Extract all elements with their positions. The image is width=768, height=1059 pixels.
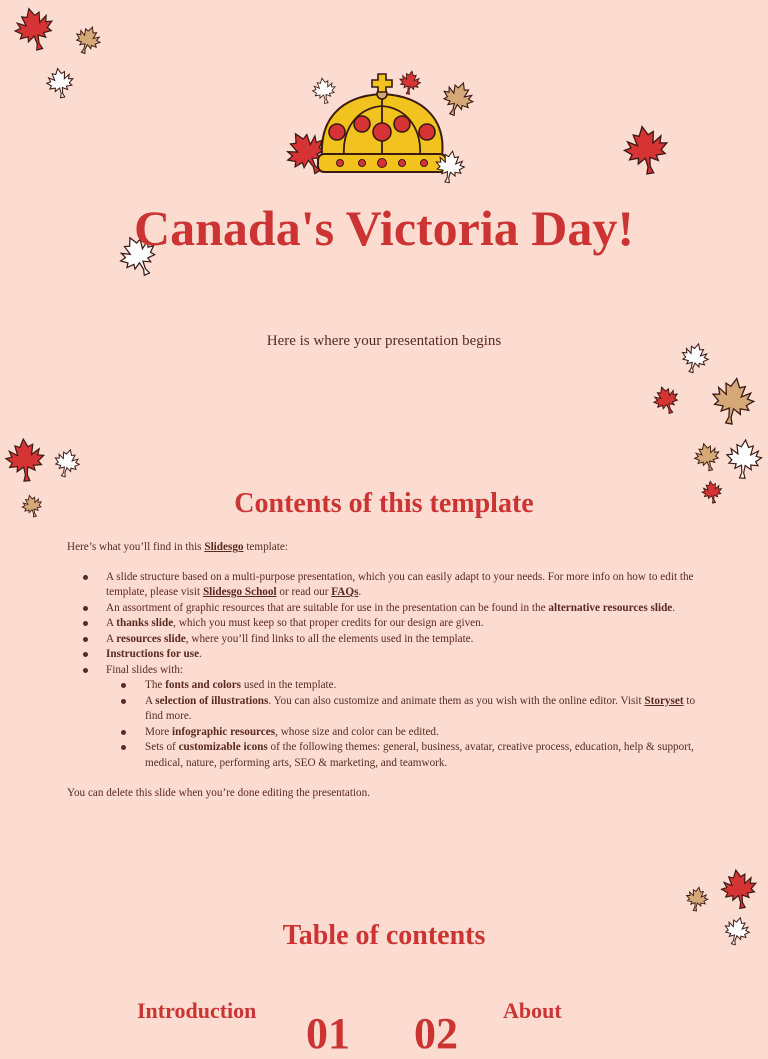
list-item: An assortment of graphic resources that are suitable for use in the presentation can be found in the alternative resources slide. bbox=[67, 601, 707, 617]
toc-item-about: About bbox=[503, 998, 562, 1023]
toc-heading: Table of contents bbox=[282, 920, 486, 951]
sub-list-item: More infographic resources, whose size and color can be edited. bbox=[106, 725, 707, 741]
slidesgo-link[interactable]: Slidesgo bbox=[204, 541, 244, 553]
sub-list-item: A selection of illustrations. You can also customize and animate them as you wish with the online editor. Visit Storyset to find more. bbox=[106, 694, 707, 725]
storyset-link[interactable]: Storyset bbox=[644, 694, 684, 707]
maple-leaf-icon bbox=[692, 442, 722, 472]
contents-body bbox=[67, 540, 707, 802]
subtitle: Here is where your presentation begins bbox=[266, 333, 502, 349]
faqs-link[interactable]: FAQs bbox=[331, 586, 359, 598]
maple-leaf-icon bbox=[708, 376, 758, 426]
crown-icon bbox=[282, 70, 482, 188]
sub-list-item: Sets of customizable icons of the following themes: general, business, avatar, creative process, education, help & support, medical, nature, performing arts, SEO & marketing, and teamwork. bbox=[106, 740, 707, 771]
list-item: Final slides with: The fonts and colors used in the template. A selection of illustrations. You can also customize and animate them as you wish with the online editor. Visit Storyset to find more. More infographic resources, whose size and color can be edited. Sets of customizable icons of the following themes: general, business, avatar, creative process, education, help & support, medical, nature, performing arts, SEO & marketing, and teamwork. bbox=[67, 663, 707, 772]
maple-leaf-icon bbox=[684, 886, 710, 912]
sub-list bbox=[106, 678, 707, 771]
toc-number: 02 bbox=[414, 1009, 458, 1058]
sub-list-item: The fonts and colors used in the template. bbox=[106, 678, 707, 694]
list-item: A thanks slide, which you must keep so that proper credits for our design are given. bbox=[67, 616, 707, 632]
maple-leaf-icon bbox=[12, 6, 56, 52]
contents-list bbox=[67, 570, 707, 772]
maple-leaf-icon bbox=[651, 385, 681, 415]
page-title: Canada's Victoria Day! bbox=[134, 200, 634, 256]
maple-leaf-icon bbox=[620, 124, 672, 176]
maple-leaf-icon bbox=[52, 448, 82, 478]
maple-leaf-icon bbox=[44, 67, 76, 99]
maple-leaf-icon bbox=[723, 438, 765, 480]
contents-intro: Here’s what you’ll find in this Slidesgo template: bbox=[67, 541, 288, 553]
list-item: A resources slide, where you’ll find links to all the elements used in the template. bbox=[67, 632, 707, 648]
maple-leaf-icon bbox=[73, 25, 103, 55]
maple-leaf-icon bbox=[2, 437, 48, 483]
contents-heading: Contents of this template bbox=[234, 488, 534, 519]
contents-outro: You can delete this slide when you’re done editing the presentation. bbox=[67, 787, 371, 799]
toc-number: 01 bbox=[306, 1009, 350, 1058]
list-item: Instructions for use. bbox=[67, 647, 707, 663]
list-item: A slide structure based on a multi-purpose presentation, which you can easily adapt to your needs. For more info on how to edit the template, please visit Slidesgo School or read our FAQs. bbox=[67, 570, 707, 601]
toc-item-introduction: Introduction bbox=[137, 998, 257, 1023]
slidesgo-school-link[interactable]: Slidesgo School bbox=[202, 586, 277, 598]
maple-leaf-icon bbox=[718, 868, 760, 910]
